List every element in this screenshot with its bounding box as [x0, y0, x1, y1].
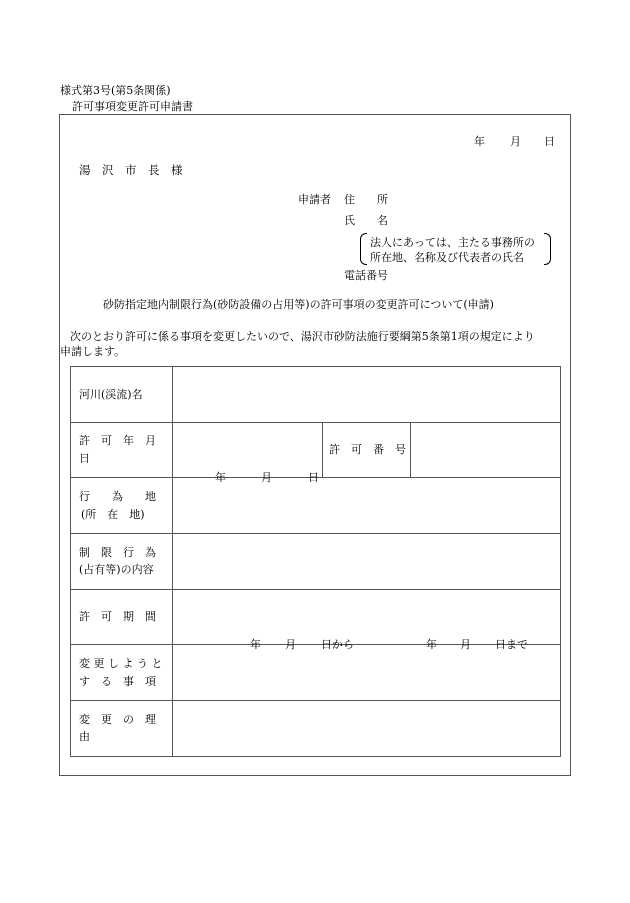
date-year-label: 年	[474, 135, 485, 148]
date-day-label: 日	[544, 135, 555, 148]
site-label	[71, 478, 173, 534]
period-label: 許 可 期 間	[71, 589, 173, 645]
period-to-year: 年	[426, 638, 437, 652]
period-to-month: 月	[460, 638, 471, 652]
change-items-value[interactable]	[173, 645, 561, 701]
permit-date-day: 日	[308, 471, 319, 485]
river-value[interactable]	[173, 367, 561, 423]
change-items-label-line-2: す る 事 項	[79, 674, 156, 688]
table-row	[71, 701, 561, 757]
change-items-label-line-1: 変 更 し よ う と	[79, 657, 163, 671]
table-row	[71, 589, 561, 645]
right-bracket	[544, 233, 551, 265]
period-to-day: 日まで	[495, 638, 528, 652]
form-number: 様式第3号(第5条関係)	[60, 84, 171, 97]
permit-number-value[interactable]	[411, 422, 561, 478]
restrict-label-line-2: (占有等)の内容	[79, 563, 154, 577]
name-label: 氏 名	[344, 214, 388, 227]
period-from-day: 日から	[321, 638, 354, 652]
permit-date-month: 月	[261, 471, 272, 485]
corp-note-line-2: 所在地、名称及び代表者の氏名	[370, 251, 524, 264]
river-label: 河川(渓流)名	[71, 367, 173, 423]
restrict-value[interactable]	[173, 534, 561, 590]
subject-line: 砂防指定地内制限行為(砂防設備の占用等)の許可事項の変更許可について(申請)	[103, 298, 494, 311]
address-label: 住 所	[344, 193, 388, 206]
change-reason-label: 変 更 の 理 由	[71, 701, 173, 757]
table-row	[71, 422, 561, 478]
site-value[interactable]	[173, 478, 561, 534]
table-row	[71, 645, 561, 701]
applicant-label: 申請者	[298, 193, 331, 206]
site-label-line-1: 行 為 地	[79, 490, 156, 504]
form-title: 許可事項変更許可申請書	[72, 100, 193, 113]
restrict-label-line-1: 制 限 行 為	[79, 545, 156, 559]
table-row	[71, 367, 561, 423]
period-from-month: 月	[285, 638, 296, 652]
permit-date-label: 許 可 年 月 日	[71, 422, 173, 478]
period-from-year: 年	[250, 638, 261, 652]
site-label-line-2: (所 在 地)	[81, 507, 145, 521]
corp-note-line-1: 法人にあっては、主たる事務所の	[370, 236, 535, 249]
permit-date-value[interactable]	[173, 422, 323, 485]
body-text-line-1: 次のとおり許可に係る事項を変更したいので、湯沢市砂防法施行要綱第5条第1項の規定により	[70, 330, 535, 343]
period-value[interactable]	[173, 589, 561, 652]
details-table	[70, 366, 561, 757]
body-text-line-2: 申請します。	[60, 345, 126, 358]
change-reason-value[interactable]	[173, 701, 561, 757]
change-items-label	[71, 645, 173, 701]
left-bracket	[360, 233, 367, 265]
restrict-label	[71, 534, 173, 590]
permit-number-label: 許 可 番 号	[323, 422, 411, 478]
addressee: 湯 沢 市 長 様	[79, 163, 183, 177]
table-row	[71, 478, 561, 534]
permit-date-year: 年	[215, 471, 226, 485]
date-month-label: 月	[510, 135, 521, 148]
phone-label: 電話番号	[344, 269, 388, 282]
table-row	[71, 534, 561, 590]
